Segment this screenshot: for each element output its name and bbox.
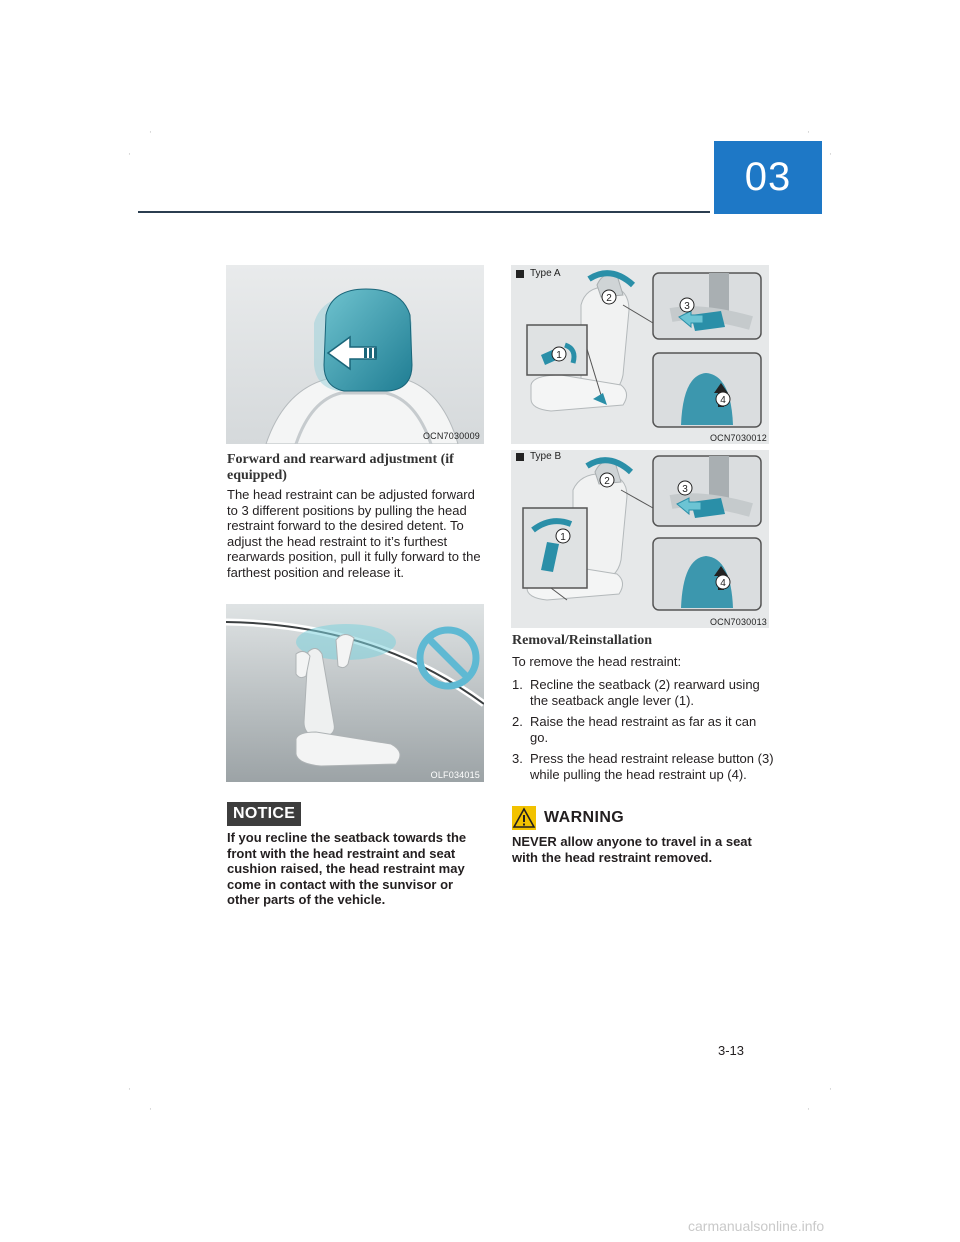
square-bullet-icon <box>516 270 524 278</box>
figure-code: OCN7030009 <box>422 431 480 441</box>
header-rule <box>138 211 710 213</box>
crop-mark: · <box>128 150 131 160</box>
crop-mark: · <box>807 128 810 138</box>
crop-mark: · <box>149 1105 152 1115</box>
type-a-label <box>516 268 561 279</box>
callout-4: 4 <box>720 578 726 589</box>
figure-head-restraint-forward <box>226 265 484 444</box>
figure-type-a <box>511 265 769 444</box>
crop-mark: · <box>128 1085 131 1095</box>
callout-1: 1 <box>556 350 562 361</box>
type-b-label <box>516 451 561 462</box>
callout-2: 2 <box>606 293 612 304</box>
figure-sunvisor-warning <box>226 604 484 782</box>
notice-text: If you recline the seatback towards the front with the head restraint and seat cushion raised, the head restraint may come in contact with the sunvisor or other parts of the vehicle. <box>227 830 467 907</box>
chapter-tab: 03 <box>714 141 822 214</box>
callout-4: 4 <box>720 395 726 406</box>
figure-code: OCN7030012 <box>709 433 767 443</box>
type-b-text: Type B <box>530 451 562 462</box>
list-item: 1. Recline the seatback (2) rearward using the seatback angle lever (1). <box>512 677 760 708</box>
section-body: The head restraint can be adjusted forward to 3 different positions by pulling the head restraint forward to the desired detent. To adjust the head restraint to it’s furthest rearwards position, pull it fully forward to the farthest position and release it. <box>227 487 481 580</box>
figure-code: OLF034015 <box>430 770 480 780</box>
crop-mark: · <box>829 1085 832 1095</box>
removal-intro: To remove the head restraint: <box>512 654 682 669</box>
type-a-text: Type A <box>530 268 561 279</box>
list-item: 2. Raise the head restraint as far as it can go. <box>512 714 757 745</box>
section-heading: Forward and rearward adjustment (if equipped) <box>227 452 454 483</box>
callout-3: 3 <box>684 301 690 312</box>
crop-mark: · <box>807 1105 810 1115</box>
page-number: 3-13 <box>718 1043 745 1058</box>
warning-label: WARNING <box>544 809 625 826</box>
warning-icon <box>512 806 536 830</box>
list-item: 3. Press the head restraint release button (3) while pulling the head restraint up (4). <box>512 751 774 782</box>
section-heading: Removal/Reinstallation <box>512 633 652 648</box>
figure-code: OCN7030013 <box>709 617 767 627</box>
callout-2: 2 <box>604 476 610 487</box>
callout-1: 1 <box>560 532 566 543</box>
crop-mark: · <box>829 150 832 160</box>
watermark: carmanualsonline.info <box>688 1218 825 1234</box>
callout-3: 3 <box>682 484 688 495</box>
figure-type-b <box>511 450 769 628</box>
square-bullet-icon <box>516 453 524 461</box>
removal-steps <box>512 677 774 788</box>
warning-text: NEVER allow anyone to travel in a seat with the head restraint removed. <box>512 834 752 865</box>
warning-header <box>512 806 624 830</box>
notice-label: NOTICE <box>227 802 301 826</box>
crop-mark: · <box>149 128 152 138</box>
